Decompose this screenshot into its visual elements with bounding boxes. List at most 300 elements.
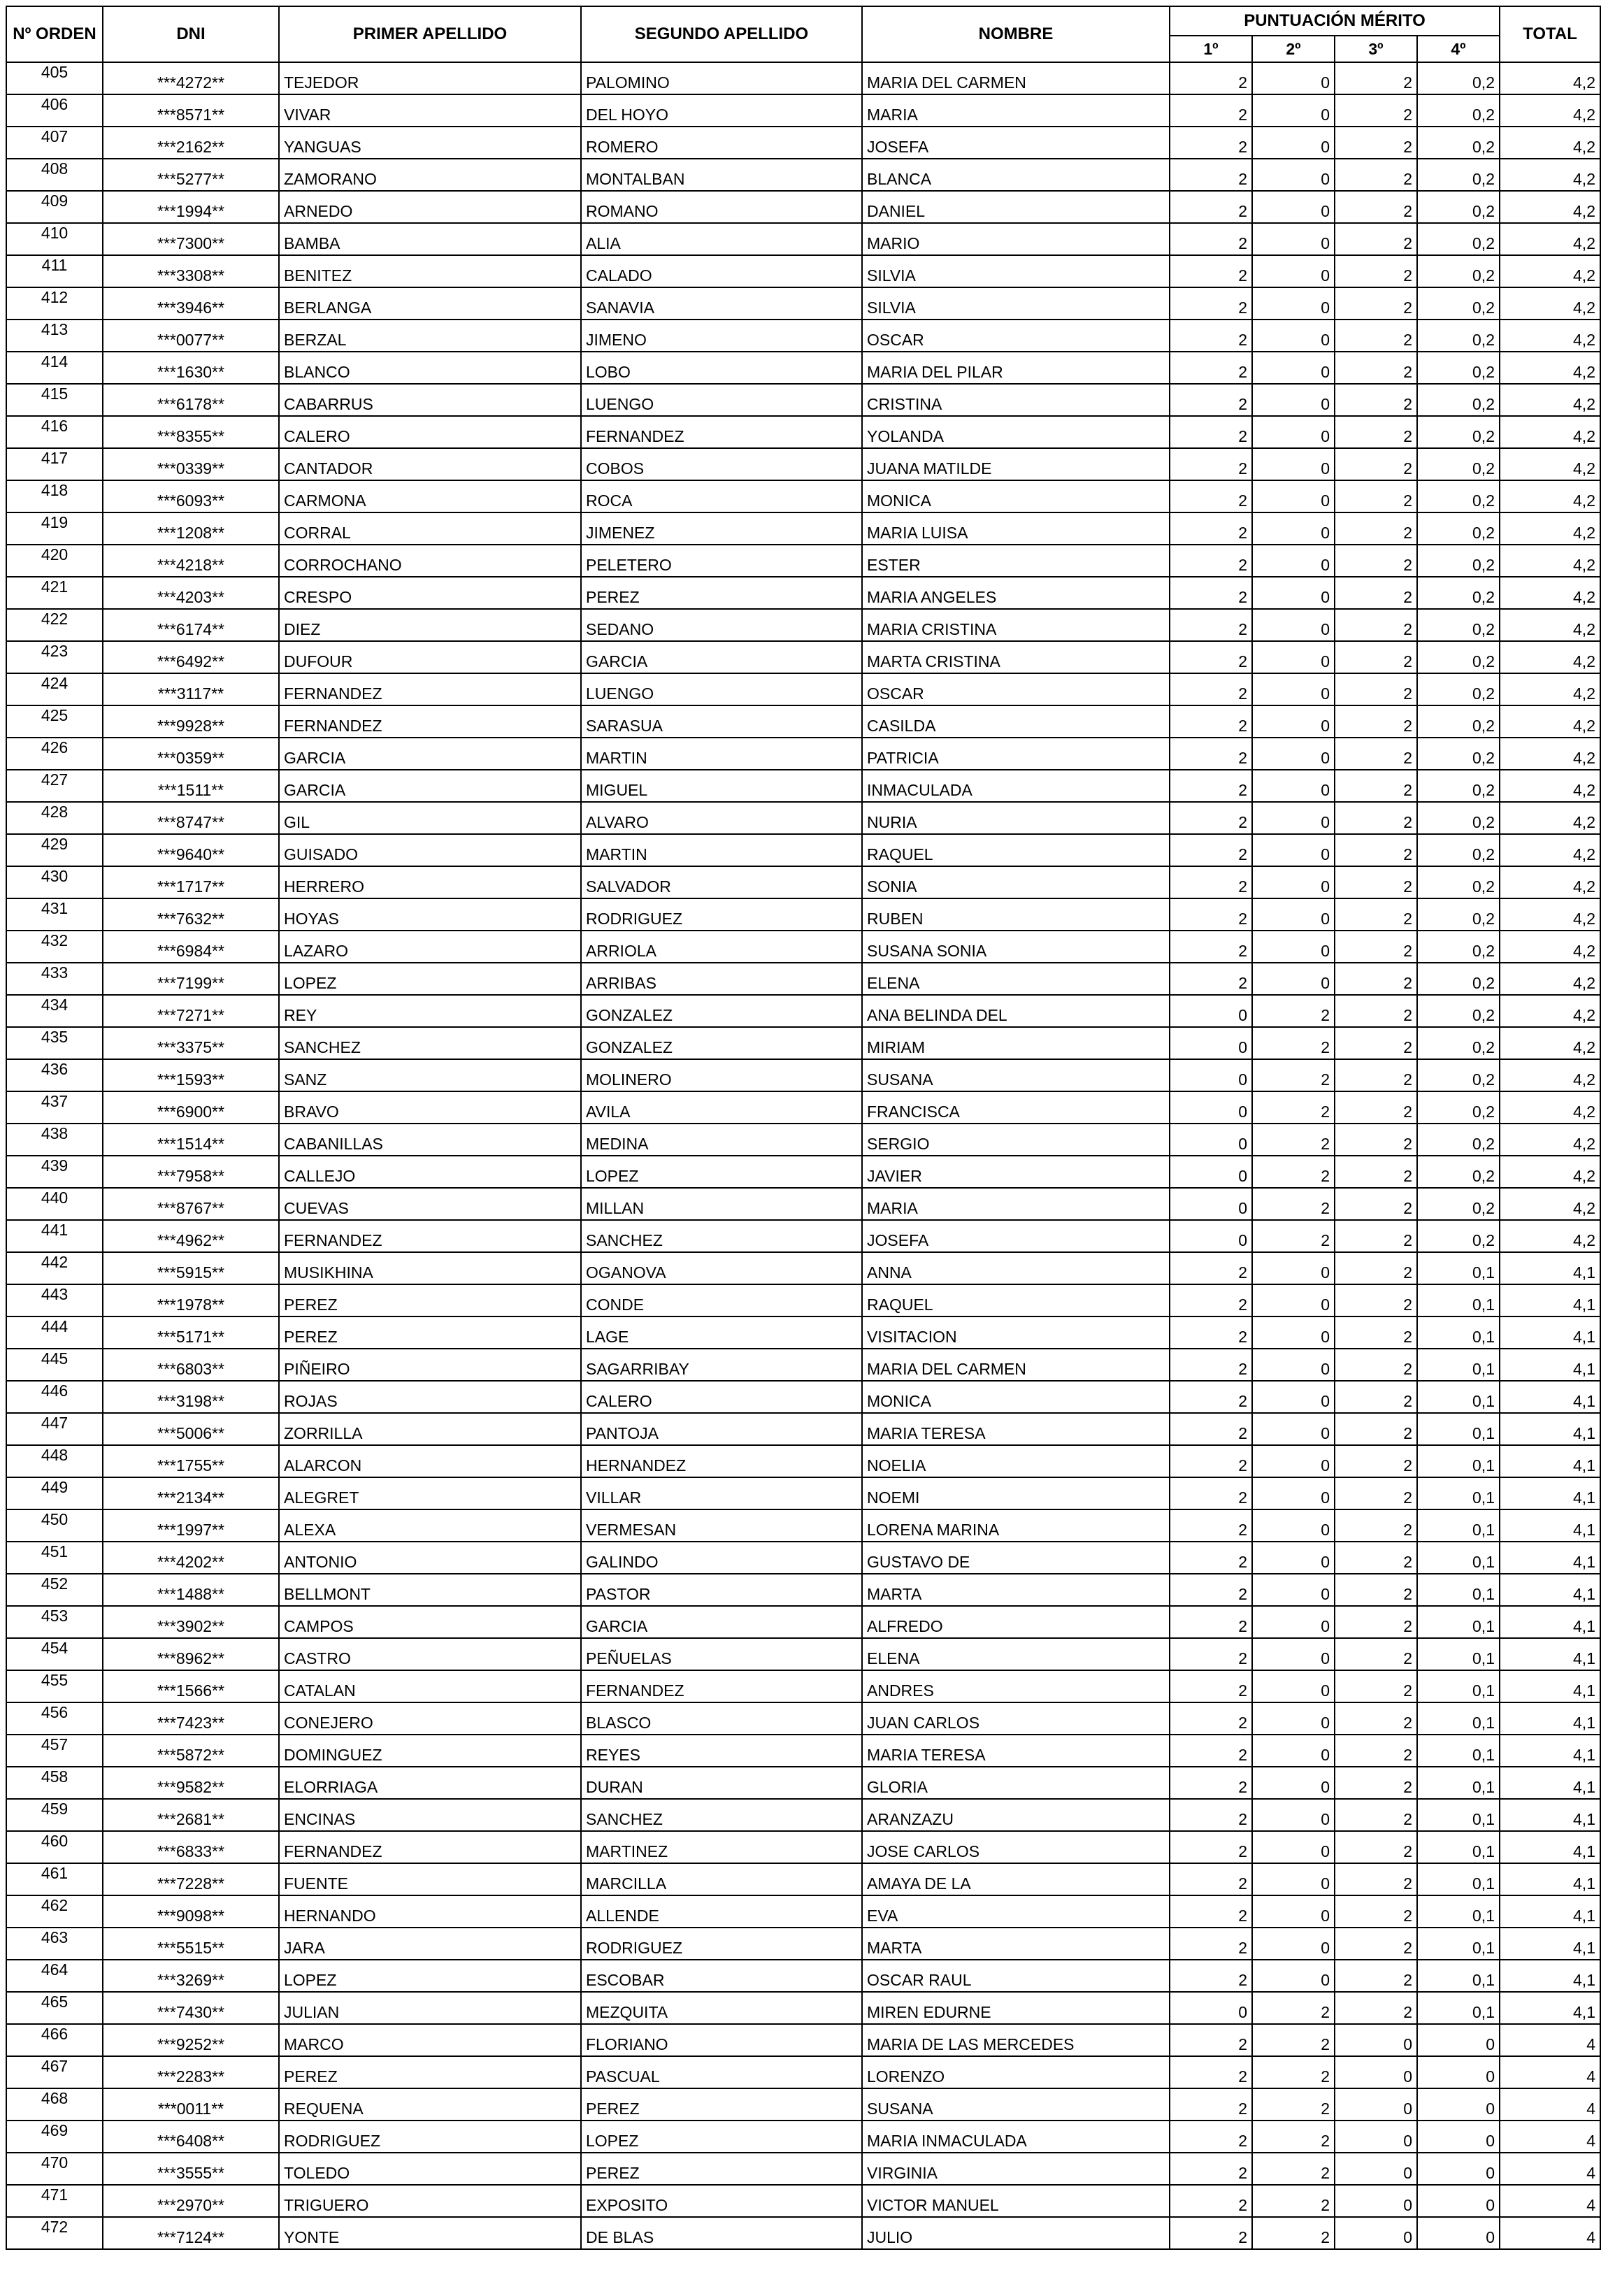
table-row bbox=[6, 191, 1600, 223]
cell-nombre: ESTER bbox=[862, 545, 1170, 577]
cell-orden: 436 bbox=[6, 1059, 103, 1091]
cell-merito-3: 0 bbox=[1335, 2121, 1417, 2153]
cell-nombre: JUANA MATILDE bbox=[862, 448, 1170, 480]
cell-merito-3: 2 bbox=[1335, 1349, 1417, 1381]
cell-primer-apellido: REY bbox=[279, 995, 581, 1027]
table-row bbox=[6, 416, 1600, 448]
header-nombre: NOMBRE bbox=[862, 6, 1170, 62]
cell-total: 4,1 bbox=[1500, 1960, 1600, 1992]
cell-dni: ***1566** bbox=[103, 1670, 279, 1702]
cell-dni: ***7423** bbox=[103, 1702, 279, 1735]
cell-merito-2: 0 bbox=[1252, 1509, 1335, 1542]
cell-primer-apellido: BELLMONT bbox=[279, 1574, 581, 1606]
cell-nombre: MARIA ANGELES bbox=[862, 577, 1170, 609]
table-row bbox=[6, 1059, 1600, 1091]
cell-merito-3: 2 bbox=[1335, 1156, 1417, 1188]
cell-dni: ***5171** bbox=[103, 1316, 279, 1349]
cell-orden: 419 bbox=[6, 512, 103, 545]
cell-primer-apellido: CALLEJO bbox=[279, 1156, 581, 1188]
cell-segundo-apellido: VERMESAN bbox=[581, 1509, 862, 1542]
cell-nombre: ANA BELINDA DEL bbox=[862, 995, 1170, 1027]
cell-total: 4,1 bbox=[1500, 1831, 1600, 1863]
cell-merito-1: 2 bbox=[1170, 320, 1252, 352]
cell-nombre: MARTA bbox=[862, 1928, 1170, 1960]
cell-primer-apellido: LAZARO bbox=[279, 931, 581, 963]
cell-merito-3: 0 bbox=[1335, 2088, 1417, 2121]
cell-merito-4: 0,1 bbox=[1417, 1381, 1500, 1413]
cell-segundo-apellido: COBOS bbox=[581, 448, 862, 480]
table-row bbox=[6, 320, 1600, 352]
table-row bbox=[6, 1735, 1600, 1767]
cell-total: 4 bbox=[1500, 2024, 1600, 2056]
cell-merito-3: 2 bbox=[1335, 738, 1417, 770]
cell-dni: ***6492** bbox=[103, 641, 279, 673]
cell-total: 4,1 bbox=[1500, 1284, 1600, 1316]
cell-nombre: MARIO bbox=[862, 223, 1170, 255]
table-row bbox=[6, 94, 1600, 127]
cell-segundo-apellido: MARTIN bbox=[581, 738, 862, 770]
cell-dni: ***1488** bbox=[103, 1574, 279, 1606]
cell-merito-1: 2 bbox=[1170, 2121, 1252, 2153]
cell-segundo-apellido: OGANOVA bbox=[581, 1252, 862, 1284]
cell-primer-apellido: CASTRO bbox=[279, 1638, 581, 1670]
cell-merito-3: 2 bbox=[1335, 416, 1417, 448]
cell-segundo-apellido: SANCHEZ bbox=[581, 1799, 862, 1831]
cell-segundo-apellido: CALERO bbox=[581, 1381, 862, 1413]
cell-merito-1: 2 bbox=[1170, 2217, 1252, 2249]
cell-primer-apellido: JARA bbox=[279, 1928, 581, 1960]
cell-merito-3: 2 bbox=[1335, 1059, 1417, 1091]
cell-merito-4: 0,1 bbox=[1417, 1928, 1500, 1960]
cell-segundo-apellido: ALVARO bbox=[581, 802, 862, 834]
cell-orden: 405 bbox=[6, 62, 103, 94]
cell-primer-apellido: ARNEDO bbox=[279, 191, 581, 223]
cell-segundo-apellido: SALVADOR bbox=[581, 866, 862, 898]
cell-primer-apellido: ANTONIO bbox=[279, 1542, 581, 1574]
cell-segundo-apellido: LOBO bbox=[581, 352, 862, 384]
cell-segundo-apellido: VILLAR bbox=[581, 1477, 862, 1509]
cell-total: 4,1 bbox=[1500, 1895, 1600, 1928]
table-row bbox=[6, 287, 1600, 320]
cell-merito-4: 0,2 bbox=[1417, 802, 1500, 834]
cell-merito-2: 0 bbox=[1252, 1831, 1335, 1863]
cell-total: 4,1 bbox=[1500, 1928, 1600, 1960]
cell-merito-2: 0 bbox=[1252, 641, 1335, 673]
cell-dni: ***9582** bbox=[103, 1767, 279, 1799]
cell-orden: 451 bbox=[6, 1542, 103, 1574]
table-row bbox=[6, 1799, 1600, 1831]
table-row bbox=[6, 480, 1600, 512]
table-row bbox=[6, 931, 1600, 963]
cell-merito-2: 2 bbox=[1252, 1188, 1335, 1220]
cell-segundo-apellido: GARCIA bbox=[581, 1606, 862, 1638]
cell-total: 4,2 bbox=[1500, 609, 1600, 641]
cell-primer-apellido: FERNANDEZ bbox=[279, 705, 581, 738]
cell-merito-4: 0,1 bbox=[1417, 1767, 1500, 1799]
cell-segundo-apellido: MARTIN bbox=[581, 834, 862, 866]
cell-nombre: AMAYA DE LA bbox=[862, 1863, 1170, 1895]
cell-total: 4,2 bbox=[1500, 416, 1600, 448]
cell-merito-2: 0 bbox=[1252, 834, 1335, 866]
cell-merito-4: 0,2 bbox=[1417, 191, 1500, 223]
cell-total: 4,2 bbox=[1500, 834, 1600, 866]
cell-dni: ***0011** bbox=[103, 2088, 279, 2121]
cell-merito-1: 2 bbox=[1170, 1316, 1252, 1349]
cell-nombre: MONICA bbox=[862, 480, 1170, 512]
cell-segundo-apellido: LUENGO bbox=[581, 673, 862, 705]
cell-dni: ***2134** bbox=[103, 1477, 279, 1509]
cell-dni: ***1994** bbox=[103, 191, 279, 223]
cell-merito-3: 2 bbox=[1335, 641, 1417, 673]
cell-merito-3: 2 bbox=[1335, 448, 1417, 480]
cell-orden: 431 bbox=[6, 898, 103, 931]
cell-primer-apellido: ELORRIAGA bbox=[279, 1767, 581, 1799]
cell-merito-1: 2 bbox=[1170, 1349, 1252, 1381]
cell-merito-4: 0,2 bbox=[1417, 127, 1500, 159]
cell-merito-3: 2 bbox=[1335, 384, 1417, 416]
cell-orden: 424 bbox=[6, 673, 103, 705]
cell-merito-3: 2 bbox=[1335, 352, 1417, 384]
cell-primer-apellido: FERNANDEZ bbox=[279, 1831, 581, 1863]
cell-segundo-apellido: LOPEZ bbox=[581, 1156, 862, 1188]
cell-segundo-apellido: MARCILLA bbox=[581, 1863, 862, 1895]
cell-dni: ***5277** bbox=[103, 159, 279, 191]
cell-merito-1: 2 bbox=[1170, 738, 1252, 770]
table-row bbox=[6, 1831, 1600, 1863]
cell-total: 4,1 bbox=[1500, 1316, 1600, 1349]
cell-dni: ***3555** bbox=[103, 2153, 279, 2185]
header-dni: DNI bbox=[103, 6, 279, 62]
cell-segundo-apellido: SARASUA bbox=[581, 705, 862, 738]
cell-merito-2: 0 bbox=[1252, 738, 1335, 770]
cell-merito-3: 2 bbox=[1335, 1091, 1417, 1124]
cell-segundo-apellido: HERNANDEZ bbox=[581, 1445, 862, 1477]
cell-segundo-apellido: PELETERO bbox=[581, 545, 862, 577]
cell-nombre: JUAN CARLOS bbox=[862, 1702, 1170, 1735]
cell-total: 4 bbox=[1500, 2056, 1600, 2088]
cell-total: 4,1 bbox=[1500, 1767, 1600, 1799]
cell-primer-apellido: RODRIGUEZ bbox=[279, 2121, 581, 2153]
cell-total: 4,2 bbox=[1500, 1188, 1600, 1220]
cell-merito-1: 2 bbox=[1170, 705, 1252, 738]
cell-merito-2: 0 bbox=[1252, 1960, 1335, 1992]
cell-segundo-apellido: PASCUAL bbox=[581, 2056, 862, 2088]
cell-merito-3: 2 bbox=[1335, 1574, 1417, 1606]
cell-primer-apellido: BERLANGA bbox=[279, 287, 581, 320]
cell-nombre: MIRIAM bbox=[862, 1027, 1170, 1059]
cell-merito-3: 2 bbox=[1335, 127, 1417, 159]
cell-nombre: ANNA bbox=[862, 1252, 1170, 1284]
cell-orden: 421 bbox=[6, 577, 103, 609]
cell-orden: 433 bbox=[6, 963, 103, 995]
cell-dni: ***4962** bbox=[103, 1220, 279, 1252]
cell-orden: 442 bbox=[6, 1252, 103, 1284]
cell-segundo-apellido: SAGARRIBAY bbox=[581, 1349, 862, 1381]
table-row bbox=[6, 898, 1600, 931]
cell-orden: 422 bbox=[6, 609, 103, 641]
cell-merito-3: 2 bbox=[1335, 770, 1417, 802]
cell-merito-2: 2 bbox=[1252, 1059, 1335, 1091]
cell-total: 4,1 bbox=[1500, 1574, 1600, 1606]
cell-primer-apellido: ALEGRET bbox=[279, 1477, 581, 1509]
cell-merito-4: 0,1 bbox=[1417, 1413, 1500, 1445]
cell-merito-1: 2 bbox=[1170, 866, 1252, 898]
cell-merito-2: 0 bbox=[1252, 577, 1335, 609]
cell-segundo-apellido: GALINDO bbox=[581, 1542, 862, 1574]
cell-merito-1: 2 bbox=[1170, 1381, 1252, 1413]
cell-merito-2: 0 bbox=[1252, 1252, 1335, 1284]
cell-primer-apellido: CABANILLAS bbox=[279, 1124, 581, 1156]
cell-orden: 428 bbox=[6, 802, 103, 834]
cell-orden: 435 bbox=[6, 1027, 103, 1059]
cell-merito-1: 2 bbox=[1170, 127, 1252, 159]
cell-orden: 470 bbox=[6, 2153, 103, 2185]
cell-merito-3: 2 bbox=[1335, 1928, 1417, 1960]
cell-total: 4,2 bbox=[1500, 191, 1600, 223]
cell-primer-apellido: GIL bbox=[279, 802, 581, 834]
cell-merito-3: 2 bbox=[1335, 94, 1417, 127]
cell-total: 4 bbox=[1500, 2121, 1600, 2153]
cell-merito-3: 2 bbox=[1335, 512, 1417, 545]
cell-merito-4: 0,1 bbox=[1417, 1799, 1500, 1831]
cell-merito-1: 2 bbox=[1170, 1735, 1252, 1767]
cell-total: 4,2 bbox=[1500, 1124, 1600, 1156]
cell-merito-3: 2 bbox=[1335, 609, 1417, 641]
cell-merito-4: 0,2 bbox=[1417, 995, 1500, 1027]
cell-orden: 449 bbox=[6, 1477, 103, 1509]
cell-merito-2: 2 bbox=[1252, 995, 1335, 1027]
cell-primer-apellido: CALERO bbox=[279, 416, 581, 448]
cell-nombre: SERGIO bbox=[862, 1124, 1170, 1156]
cell-segundo-apellido: LUENGO bbox=[581, 384, 862, 416]
cell-nombre: FRANCISCA bbox=[862, 1091, 1170, 1124]
cell-dni: ***2162** bbox=[103, 127, 279, 159]
cell-merito-3: 2 bbox=[1335, 1992, 1417, 2024]
table-row bbox=[6, 995, 1600, 1027]
cell-merito-1: 0 bbox=[1170, 1188, 1252, 1220]
cell-total: 4,2 bbox=[1500, 866, 1600, 898]
cell-nombre: MIREN EDURNE bbox=[862, 1992, 1170, 2024]
table-row bbox=[6, 963, 1600, 995]
cell-merito-2: 2 bbox=[1252, 1124, 1335, 1156]
table-row bbox=[6, 1252, 1600, 1284]
cell-merito-4: 0,1 bbox=[1417, 1895, 1500, 1928]
cell-merito-2: 0 bbox=[1252, 931, 1335, 963]
cell-merito-4: 0,2 bbox=[1417, 1124, 1500, 1156]
table-row bbox=[6, 1863, 1600, 1895]
cell-nombre: INMACULADA bbox=[862, 770, 1170, 802]
cell-orden: 456 bbox=[6, 1702, 103, 1735]
cell-merito-3: 2 bbox=[1335, 898, 1417, 931]
cell-orden: 425 bbox=[6, 705, 103, 738]
cell-dni: ***8571** bbox=[103, 94, 279, 127]
cell-merito-4: 0,2 bbox=[1417, 1059, 1500, 1091]
cell-merito-1: 2 bbox=[1170, 159, 1252, 191]
cell-merito-4: 0,1 bbox=[1417, 1542, 1500, 1574]
cell-merito-4: 0,1 bbox=[1417, 1735, 1500, 1767]
cell-merito-3: 2 bbox=[1335, 159, 1417, 191]
cell-total: 4,1 bbox=[1500, 1638, 1600, 1670]
table-row bbox=[6, 1767, 1600, 1799]
cell-merito-3: 2 bbox=[1335, 1124, 1417, 1156]
cell-orden: 438 bbox=[6, 1124, 103, 1156]
cell-orden: 408 bbox=[6, 159, 103, 191]
cell-merito-4: 0,1 bbox=[1417, 1638, 1500, 1670]
cell-nombre: ANDRES bbox=[862, 1670, 1170, 1702]
cell-merito-4: 0,2 bbox=[1417, 609, 1500, 641]
cell-segundo-apellido: ROMANO bbox=[581, 191, 862, 223]
cell-segundo-apellido: MEZQUITA bbox=[581, 1992, 862, 2024]
cell-primer-apellido: CABARRUS bbox=[279, 384, 581, 416]
cell-total: 4 bbox=[1500, 2185, 1600, 2217]
cell-merito-3: 2 bbox=[1335, 480, 1417, 512]
table-row bbox=[6, 352, 1600, 384]
cell-dni: ***0359** bbox=[103, 738, 279, 770]
table-row bbox=[6, 1992, 1600, 2024]
cell-total: 4,2 bbox=[1500, 127, 1600, 159]
table-row bbox=[6, 1477, 1600, 1509]
cell-total: 4,1 bbox=[1500, 1606, 1600, 1638]
cell-nombre: SILVIA bbox=[862, 255, 1170, 287]
cell-merito-4: 0,2 bbox=[1417, 673, 1500, 705]
cell-nombre: VIRGINIA bbox=[862, 2153, 1170, 2185]
cell-nombre: MARIA DEL CARMEN bbox=[862, 62, 1170, 94]
cell-primer-apellido: ZAMORANO bbox=[279, 159, 581, 191]
cell-merito-3: 2 bbox=[1335, 287, 1417, 320]
cell-dni: ***4203** bbox=[103, 577, 279, 609]
cell-merito-3: 2 bbox=[1335, 931, 1417, 963]
cell-nombre: BLANCA bbox=[862, 159, 1170, 191]
cell-orden: 414 bbox=[6, 352, 103, 384]
cell-primer-apellido: DUFOUR bbox=[279, 641, 581, 673]
cell-merito-4: 0,2 bbox=[1417, 1220, 1500, 1252]
table-row bbox=[6, 1220, 1600, 1252]
cell-merito-1: 0 bbox=[1170, 995, 1252, 1027]
cell-segundo-apellido: SANCHEZ bbox=[581, 1220, 862, 1252]
cell-merito-4: 0,2 bbox=[1417, 1156, 1500, 1188]
cell-dni: ***8962** bbox=[103, 1638, 279, 1670]
cell-primer-apellido: CRESPO bbox=[279, 577, 581, 609]
cell-orden: 459 bbox=[6, 1799, 103, 1831]
cell-merito-3: 2 bbox=[1335, 1863, 1417, 1895]
cell-merito-2: 0 bbox=[1252, 1542, 1335, 1574]
cell-merito-4: 0,2 bbox=[1417, 866, 1500, 898]
cell-merito-1: 2 bbox=[1170, 1831, 1252, 1863]
cell-primer-apellido: CORROCHANO bbox=[279, 545, 581, 577]
cell-orden: 410 bbox=[6, 223, 103, 255]
cell-primer-apellido: VIVAR bbox=[279, 94, 581, 127]
cell-merito-2: 0 bbox=[1252, 1574, 1335, 1606]
cell-nombre: MARIA DEL PILAR bbox=[862, 352, 1170, 384]
table-row bbox=[6, 62, 1600, 94]
cell-dni: ***1978** bbox=[103, 1284, 279, 1316]
cell-total: 4,2 bbox=[1500, 770, 1600, 802]
cell-orden: 447 bbox=[6, 1413, 103, 1445]
cell-merito-2: 0 bbox=[1252, 191, 1335, 223]
cell-segundo-apellido: PEREZ bbox=[581, 577, 862, 609]
cell-merito-1: 2 bbox=[1170, 94, 1252, 127]
cell-dni: ***4218** bbox=[103, 545, 279, 577]
table-row bbox=[6, 545, 1600, 577]
table-row bbox=[6, 2153, 1600, 2185]
cell-merito-4: 0,2 bbox=[1417, 834, 1500, 866]
cell-segundo-apellido: CONDE bbox=[581, 1284, 862, 1316]
cell-orden: 407 bbox=[6, 127, 103, 159]
cell-total: 4,1 bbox=[1500, 1992, 1600, 2024]
cell-dni: ***7124** bbox=[103, 2217, 279, 2249]
cell-merito-3: 2 bbox=[1335, 1670, 1417, 1702]
cell-primer-apellido: JULIAN bbox=[279, 1992, 581, 2024]
cell-merito-3: 2 bbox=[1335, 1445, 1417, 1477]
cell-primer-apellido: ZORRILLA bbox=[279, 1413, 581, 1445]
cell-merito-4: 0,1 bbox=[1417, 1349, 1500, 1381]
cell-merito-4: 0,2 bbox=[1417, 1188, 1500, 1220]
cell-merito-3: 2 bbox=[1335, 1960, 1417, 1992]
table-row bbox=[6, 1188, 1600, 1220]
cell-dni: ***5872** bbox=[103, 1735, 279, 1767]
cell-primer-apellido: BAMBA bbox=[279, 223, 581, 255]
cell-merito-1: 2 bbox=[1170, 770, 1252, 802]
cell-orden: 445 bbox=[6, 1349, 103, 1381]
cell-merito-1: 2 bbox=[1170, 609, 1252, 641]
cell-total: 4,1 bbox=[1500, 1735, 1600, 1767]
cell-merito-1: 2 bbox=[1170, 1284, 1252, 1316]
cell-merito-4: 0,1 bbox=[1417, 1702, 1500, 1735]
cell-primer-apellido: SANZ bbox=[279, 1059, 581, 1091]
cell-dni: ***8767** bbox=[103, 1188, 279, 1220]
cell-primer-apellido: CONEJERO bbox=[279, 1702, 581, 1735]
cell-nombre: VISITACION bbox=[862, 1316, 1170, 1349]
cell-nombre: JOSEFA bbox=[862, 1220, 1170, 1252]
cell-orden: 432 bbox=[6, 931, 103, 963]
cell-segundo-apellido: LAGE bbox=[581, 1316, 862, 1349]
cell-merito-3: 2 bbox=[1335, 1477, 1417, 1509]
cell-total: 4,2 bbox=[1500, 641, 1600, 673]
cell-merito-1: 2 bbox=[1170, 641, 1252, 673]
cell-segundo-apellido: ALIA bbox=[581, 223, 862, 255]
cell-merito-4: 0,1 bbox=[1417, 1960, 1500, 1992]
table-row bbox=[6, 770, 1600, 802]
cell-orden: 464 bbox=[6, 1960, 103, 1992]
cell-merito-1: 2 bbox=[1170, 352, 1252, 384]
cell-merito-1: 0 bbox=[1170, 1059, 1252, 1091]
cell-nombre: MARIA INMACULADA bbox=[862, 2121, 1170, 2153]
table-row bbox=[6, 1124, 1600, 1156]
cell-dni: ***9252** bbox=[103, 2024, 279, 2056]
cell-segundo-apellido: ESCOBAR bbox=[581, 1960, 862, 1992]
cell-primer-apellido: TEJEDOR bbox=[279, 62, 581, 94]
cell-merito-1: 2 bbox=[1170, 1445, 1252, 1477]
cell-dni: ***1630** bbox=[103, 352, 279, 384]
cell-dni: ***6178** bbox=[103, 384, 279, 416]
cell-dni: ***3198** bbox=[103, 1381, 279, 1413]
table-row bbox=[6, 577, 1600, 609]
cell-merito-3: 2 bbox=[1335, 1316, 1417, 1349]
cell-primer-apellido: FERNANDEZ bbox=[279, 673, 581, 705]
cell-merito-3: 2 bbox=[1335, 834, 1417, 866]
cell-merito-4: 0,2 bbox=[1417, 770, 1500, 802]
table-row bbox=[6, 2121, 1600, 2153]
cell-merito-3: 2 bbox=[1335, 1638, 1417, 1670]
cell-primer-apellido: CUEVAS bbox=[279, 1188, 581, 1220]
cell-merito-2: 2 bbox=[1252, 2056, 1335, 2088]
table-row bbox=[6, 866, 1600, 898]
cell-total: 4,2 bbox=[1500, 931, 1600, 963]
table-row bbox=[6, 1509, 1600, 1542]
cell-segundo-apellido: ARRIBAS bbox=[581, 963, 862, 995]
cell-merito-1: 2 bbox=[1170, 1574, 1252, 1606]
cell-merito-3: 2 bbox=[1335, 963, 1417, 995]
